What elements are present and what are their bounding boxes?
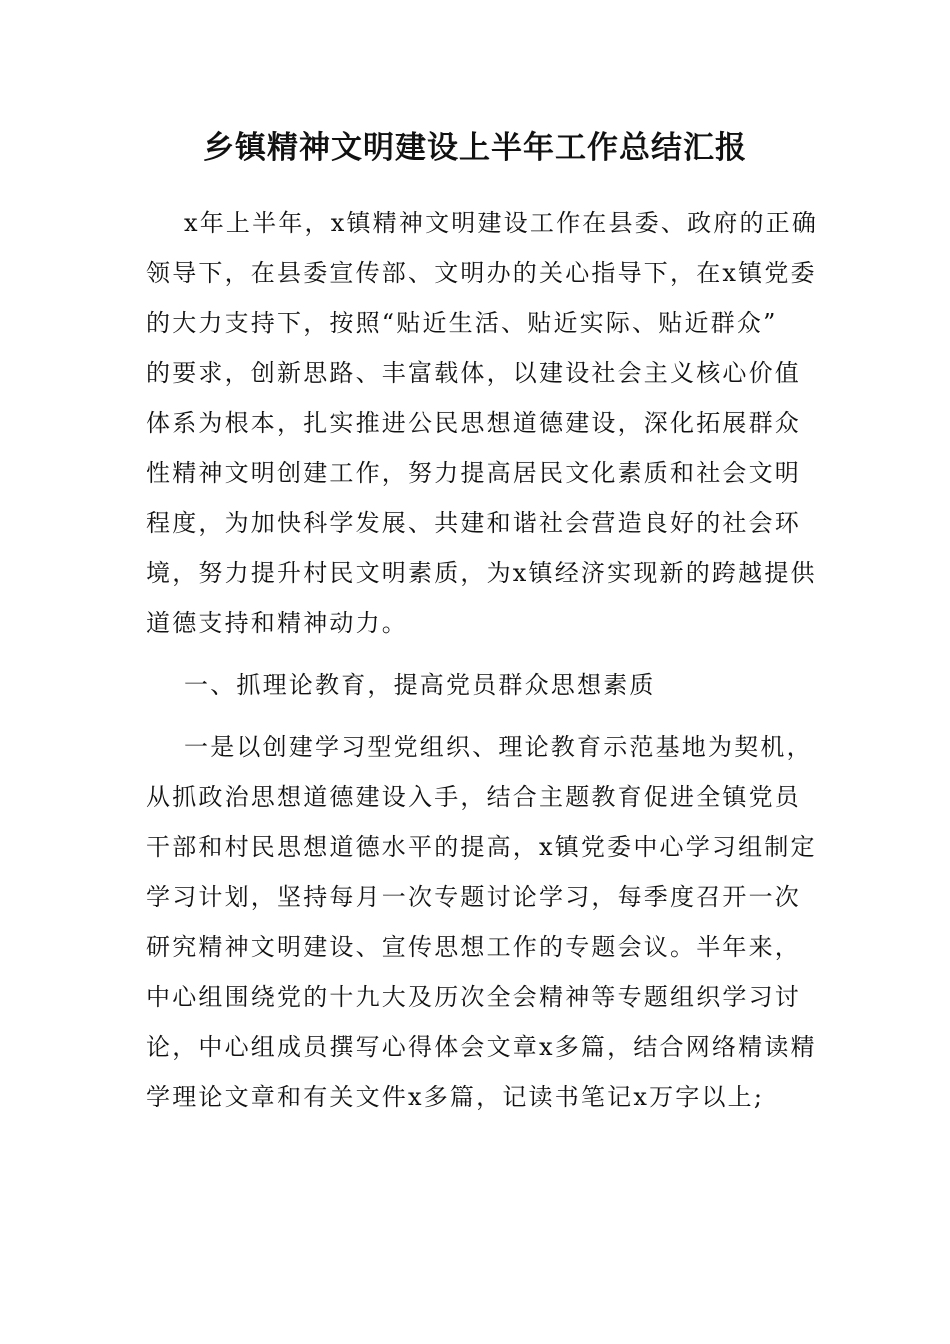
document-title: 乡镇精神文明建设上半年工作总结汇报 [203, 130, 747, 166]
paragraph-1-line-4: 的要求，创新思路、丰富载体，以建设社会主义核心价值 [146, 359, 801, 387]
paragraph-1-line-7: 程度，为加快科学发展、共建和谐社会营造良好的社会环 [146, 509, 801, 537]
paragraph-2-line-4: 学习计划，坚持每月一次专题讨论学习，每季度召开一次 [146, 883, 801, 911]
paragraph-1-line-1: x年上半年，x镇精神文明建设工作在县委、政府的正确 [184, 209, 819, 237]
paragraph-2-line-1: 一是以创建学习型党组织、理论教育示范基地为契机， [184, 733, 813, 761]
paragraph-2-line-7: 论，中心组成员撰写心得体会文章x多篇，结合网络精读精 [146, 1033, 817, 1061]
paragraph-1-line-3: 的大力支持下，按照“贴近生活、贴近实际、贴近群众” [146, 309, 778, 337]
section-heading-1: 一、抓理论教育，提高党员群众思想素质 [184, 671, 656, 699]
paragraph-2-line-5: 研究精神文明建设、宣传思想工作的专题会议。半年来， [146, 933, 801, 961]
paragraph-1-line-9: 道德支持和精神动力。 [146, 609, 408, 637]
paragraph-2-line-6: 中心组围绕党的十九大及历次全会精神等专题组织学习讨 [146, 983, 801, 1011]
paragraph-2-line-8: 学理论文章和有关文件x多篇，记读书笔记x万字以上; [146, 1083, 765, 1111]
paragraph-1-line-5: 体系为根本，扎实推进公民思想道德建设，深化拓展群众 [146, 409, 801, 437]
paragraph-1-line-2: 领导下，在县委宣传部、文明办的关心指导下，在x镇党委 [146, 259, 817, 287]
paragraph-2-line-2: 从抓政治思想道德建设入手，结合主题教育促进全镇党员 [146, 783, 801, 811]
paragraph-2-line-3: 干部和村民思想道德水平的提高，x镇党委中心学习组制定 [146, 833, 817, 861]
paragraph-1-line-6: 性精神文明创建工作，努力提高居民文化素质和社会文明 [146, 459, 801, 487]
paragraph-1-line-8: 境，努力提升村民文明素质，为x镇经济实现新的跨越提供 [146, 559, 817, 587]
